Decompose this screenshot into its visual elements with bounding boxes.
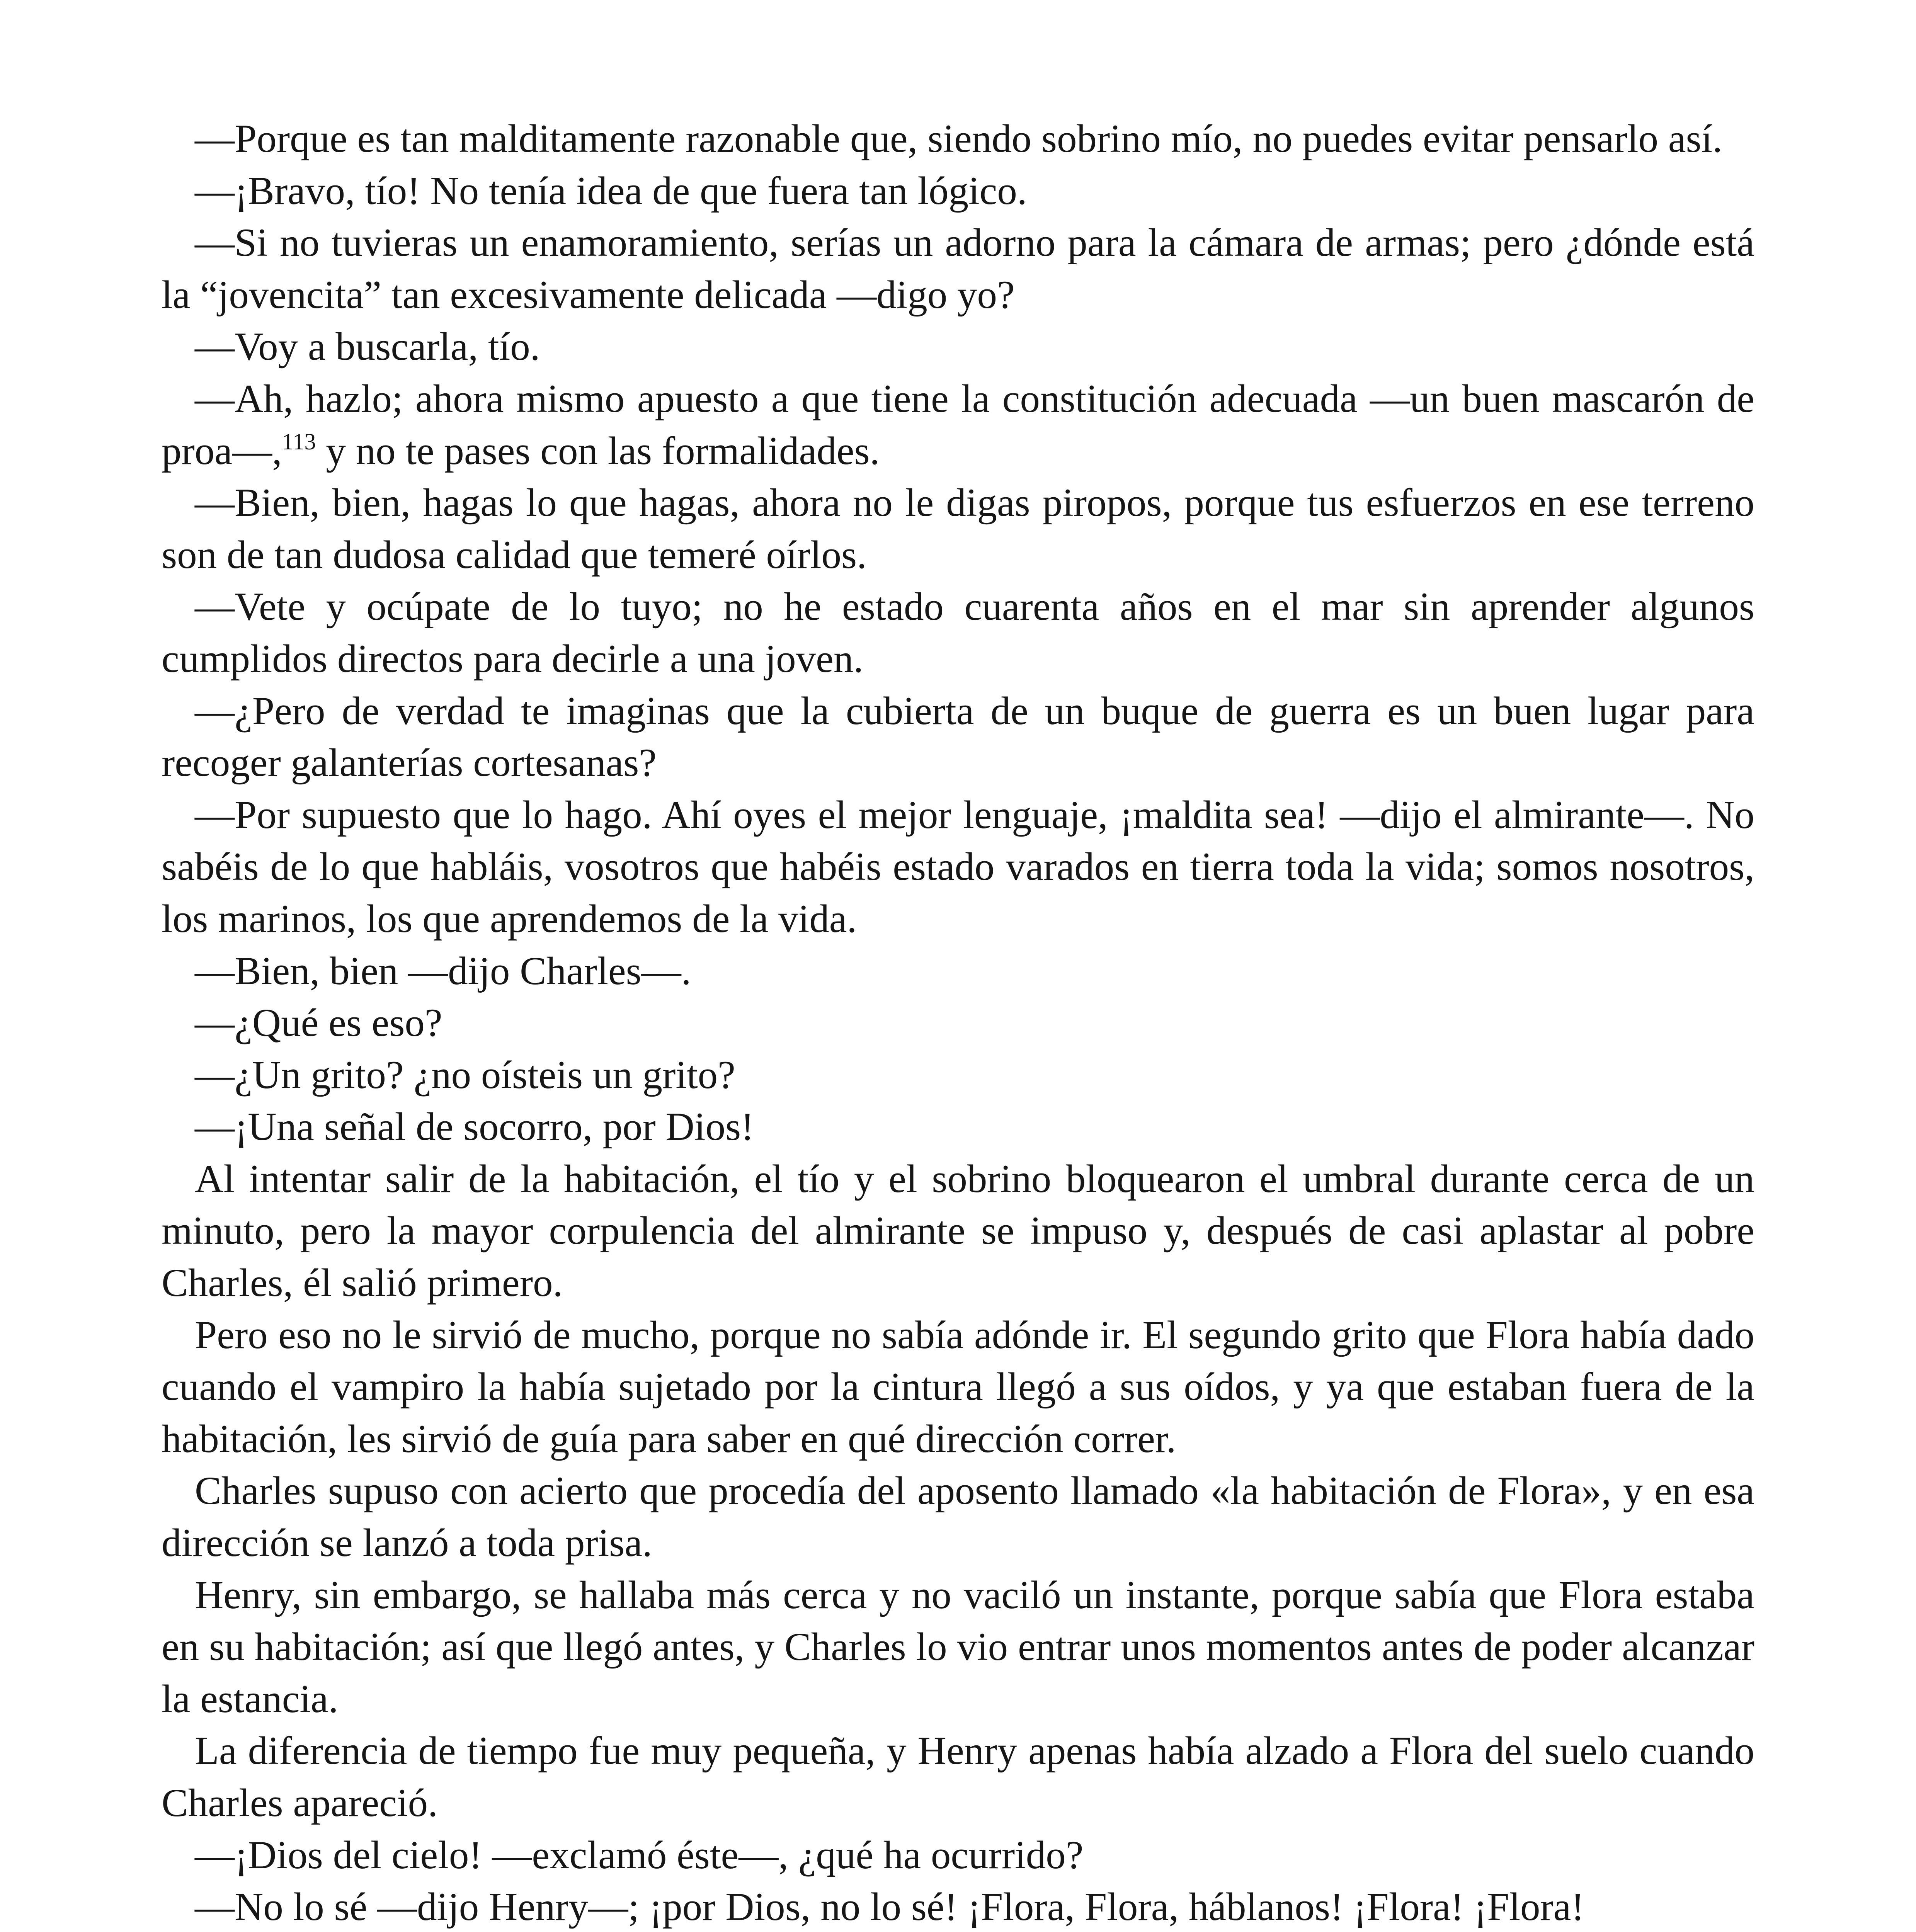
paragraph: Al intentar salir de la habitación, el tío y el sobrino bloquearon el umbral durante cerca de un minuto, pero la mayor corpulencia del almirante se impuso y, después de casi aplastar al pobre Charles, él salió primero. bbox=[162, 1156, 1754, 1305]
paragraph: —Por supuesto que lo hago. Ahí oyes el mejor lenguaje, ¡maldita sea! —dijo el almirante—. No sabéis de lo que habláis, vosotros que habéis estado varados en tierra toda la vida; somos nosotros, los marinos, los que aprendemos de la vida. bbox=[162, 793, 1754, 941]
paragraph: —Si no tuvieras un enamoramiento, serías un adorno para la cámara de armas; pero ¿dónde está la “jovencita” tan excesivamente delicada —digo yo? bbox=[162, 221, 1754, 317]
paragraph: —No lo sé —dijo Henry—; ¡por Dios, no lo sé! ¡Flora, Flora, háblanos! ¡Flora! ¡Flora! bbox=[195, 1885, 1584, 1929]
paragraph: Henry, sin embargo, se hallaba más cerca y no vaciló un instante, porque sabía que Flora estaba en su habitación; así que llegó antes, y Charles lo vio entrar unos momentos antes de poder alcanzar la estancia. bbox=[162, 1573, 1754, 1721]
paragraph: —Porque es tan malditamente razonable que, siendo sobrino mío, no puedes evitar pensarlo así. bbox=[195, 117, 1722, 161]
paragraph: —Vete y ocúpate de lo tuyo; no he estado cuarenta años en el mar sin aprender algunos cumplidos directos para decirle a una joven. bbox=[162, 585, 1754, 681]
paragraph: —Voy a buscarla, tío. bbox=[195, 325, 540, 369]
paragraph-text: y no te pases con las formalidades. bbox=[316, 429, 880, 473]
footnote-reference[interactable]: 113 bbox=[282, 429, 316, 454]
paragraph: —¿Un grito? ¿no oísteis un grito? bbox=[195, 1053, 735, 1097]
paragraph: —¡Una señal de socorro, por Dios! bbox=[195, 1105, 754, 1149]
paragraph: Charles supuso con acierto que procedía del aposento llamado «la habitación de Flora», y en esa dirección se lanzó a toda prisa. bbox=[162, 1469, 1754, 1565]
paragraph: —Bien, bien —dijo Charles—. bbox=[195, 949, 691, 993]
paragraph-text: —Ah, hazlo; ahora mismo apuesto a que tiene la constitución adecuada —un buen mascarón de proa—, bbox=[162, 376, 1754, 473]
paragraph: —Bien, bien, hagas lo que hagas, ahora no le digas piropos, porque tus esfuerzos en ese terreno son de tan dudosa calidad que temeré oírlos. bbox=[162, 481, 1754, 577]
paragraph: —¡Bravo, tío! No tenía idea de que fuera tan lógico. bbox=[195, 168, 1027, 213]
body-text bbox=[162, 113, 1754, 1932]
paragraph: —¿Pero de verdad te imaginas que la cubierta de un buque de guerra es un buen lugar para recoger galanterías cortesanas? bbox=[162, 689, 1754, 785]
paragraph-with-note bbox=[162, 373, 1754, 477]
paragraph: La diferencia de tiempo fue muy pequeña, y Henry apenas había alzado a Flora del suelo cuando Charles apareció. bbox=[162, 1729, 1754, 1825]
paragraph: Pero eso no le sirvió de mucho, porque no sabía adónde ir. El segundo grito que Flora había dado cuando el vampiro la había sujetado por la cintura llegó a sus oídos, y ya que estaban fuera de la habitación, les sirvió de guía para saber en qué dirección correr. bbox=[162, 1313, 1754, 1461]
paragraph: —¡Dios del cielo! —exclamó éste—, ¿qué ha ocurrido? bbox=[195, 1833, 1084, 1877]
paragraph: —¿Qué es eso? bbox=[195, 1001, 442, 1045]
